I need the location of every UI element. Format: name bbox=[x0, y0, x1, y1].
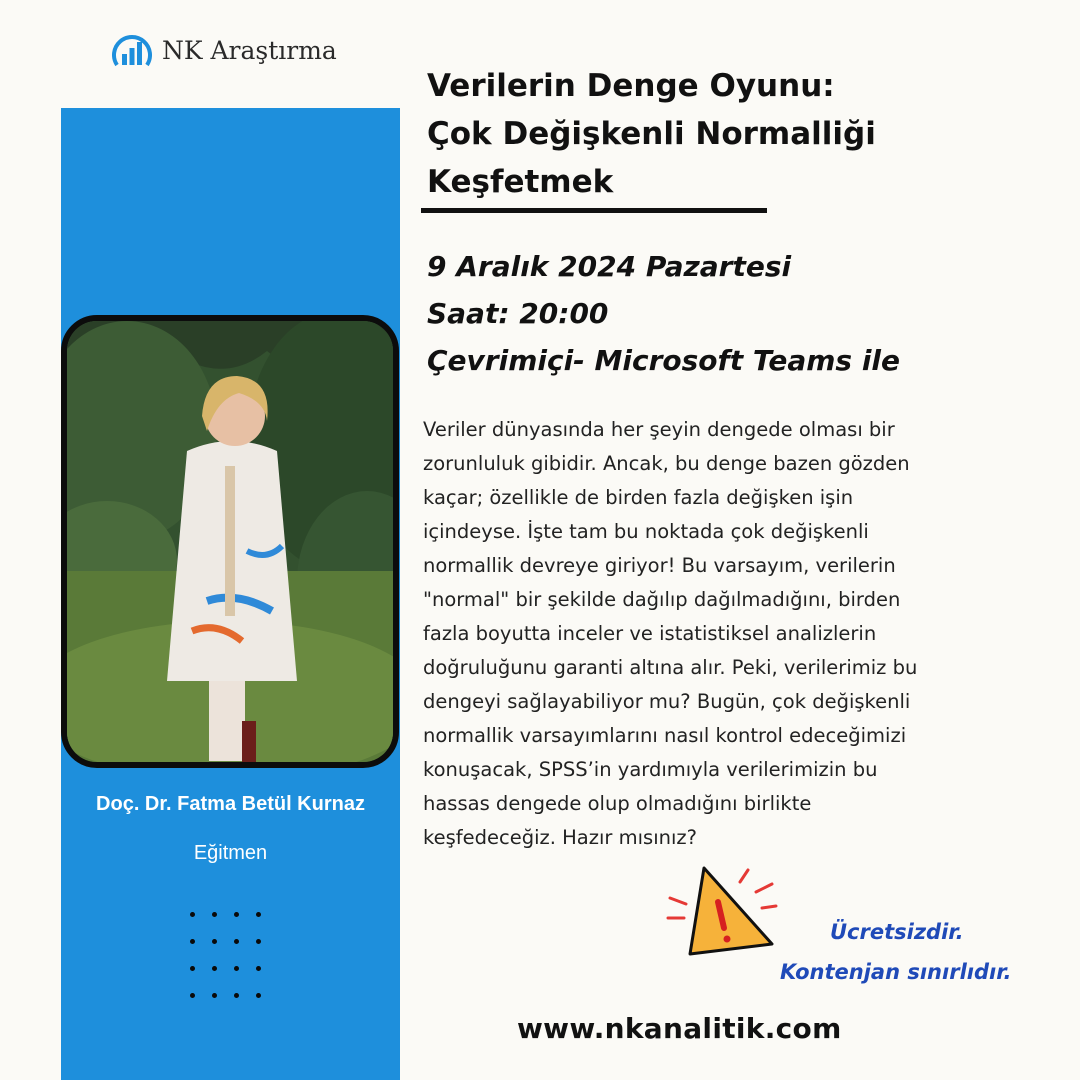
description-line: içindeyse. İşte tam bu noktada çok değişkenli bbox=[423, 520, 869, 543]
dot bbox=[234, 912, 239, 917]
notice-free: Ücretsizdir. bbox=[830, 920, 964, 944]
dot bbox=[190, 966, 195, 971]
event-date: 9 Aralık 2024 Pazartesi bbox=[427, 250, 792, 283]
dot bbox=[256, 912, 261, 917]
event-title bbox=[427, 62, 1047, 206]
dot bbox=[212, 993, 217, 998]
decorative-dot-grid bbox=[190, 912, 264, 1001]
description-line: konuşacak, SPSS’in yardımıyla verilerimizin bu bbox=[423, 758, 878, 781]
description-line: kaçar; özellikle de birden fazla değişken işin bbox=[423, 486, 854, 509]
speaker-name: Doç. Dr. Fatma Betül Kurnaz bbox=[96, 793, 365, 815]
dot bbox=[256, 966, 261, 971]
warning-triangle-icon bbox=[660, 862, 785, 972]
description-line: zorunluluk gibidir. Ancak, bu denge bazen gözden bbox=[423, 452, 910, 475]
website-link[interactable]: www.nkanalitik.com bbox=[517, 1012, 842, 1045]
notice-text bbox=[780, 912, 1035, 992]
brand-name: NK Araştırma bbox=[162, 35, 337, 65]
speaker-photo bbox=[61, 315, 399, 768]
dot bbox=[190, 912, 195, 917]
description-line: Veriler dünyasında her şeyin dengede olması bir bbox=[423, 418, 895, 441]
brand-logo bbox=[112, 30, 337, 70]
title-line: Verilerin Denge Oyunu: bbox=[427, 68, 835, 104]
title-line: Çok Değişkenli Normalliği bbox=[427, 116, 876, 152]
event-location: Çevrimiçi- Microsoft Teams ile bbox=[427, 344, 901, 377]
event-time: Saat: 20:00 bbox=[427, 297, 609, 330]
notice-limited: Kontenjan sınırlıdır. bbox=[780, 960, 1012, 984]
dot bbox=[234, 939, 239, 944]
dot bbox=[212, 966, 217, 971]
dot bbox=[212, 939, 217, 944]
description-line: normallik varsayımlarını nasıl kontrol edeceğimizi bbox=[423, 724, 907, 747]
speaker-role: Eğitmen bbox=[193, 842, 268, 864]
title-line: Keşfetmek bbox=[427, 164, 614, 200]
description-line: keşfedeceğiz. Hazır mısınız? bbox=[423, 826, 697, 849]
dot bbox=[212, 912, 217, 917]
dot bbox=[256, 939, 261, 944]
dot bbox=[234, 993, 239, 998]
description-line: fazla boyutta inceler ve istatistiksel analizlerin bbox=[423, 622, 877, 645]
description-line: normallik devreye giriyor! Bu varsayım, verilerin bbox=[423, 554, 896, 577]
dot bbox=[190, 939, 195, 944]
description-line: "normal" bir şekilde dağılıp dağılmadığını, birden bbox=[423, 588, 901, 611]
dot bbox=[256, 993, 261, 998]
bar-chart-logo-icon bbox=[112, 30, 152, 70]
dot bbox=[190, 993, 195, 998]
description-line: dengeyi sağlayabiliyor mu? Bugün, çok değişkenli bbox=[423, 690, 911, 713]
description-line: hassas dengede olup olmadığını birlikte bbox=[423, 792, 812, 815]
dot bbox=[234, 966, 239, 971]
title-underline bbox=[421, 208, 767, 213]
event-description bbox=[423, 413, 1063, 855]
event-details bbox=[427, 243, 900, 384]
description-line: doğruluğunu garanti altına alır. Peki, verilerimiz bu bbox=[423, 656, 918, 679]
